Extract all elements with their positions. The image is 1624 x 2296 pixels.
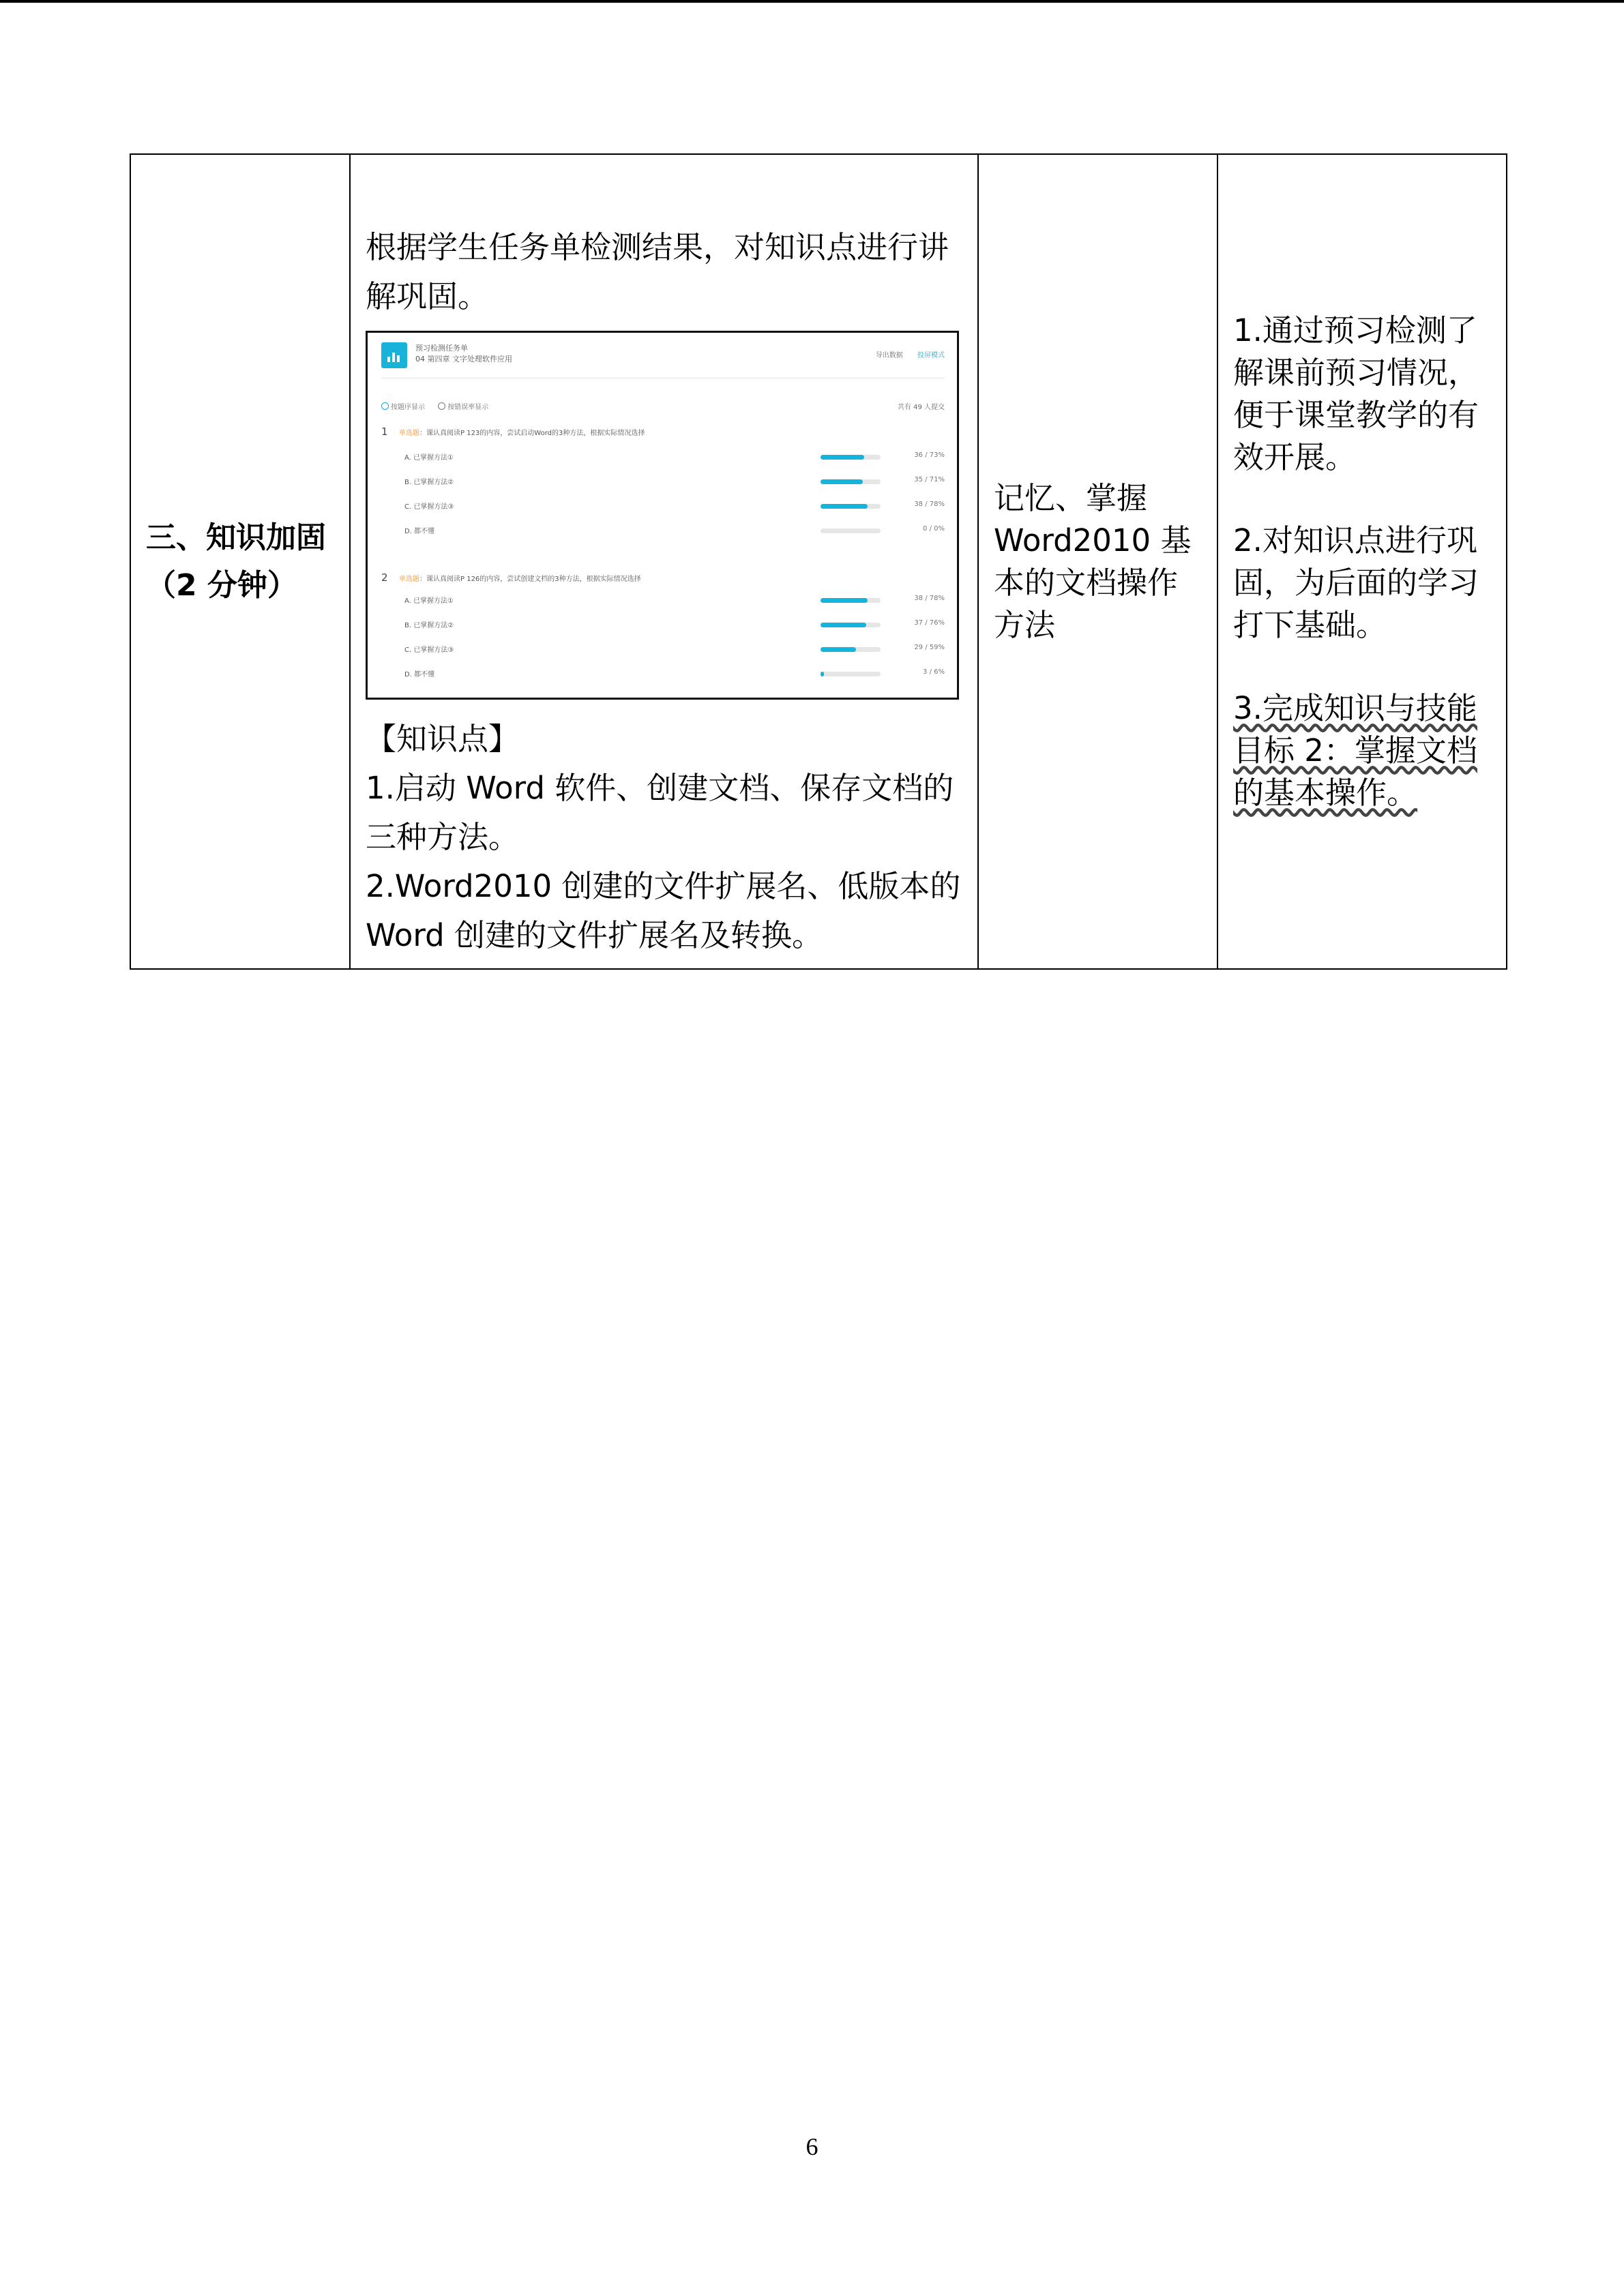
knowledge-point: 2.Word2010 创建的文件扩展名、低版本的 Word 创建的文件扩展名及转换。 (366, 868, 961, 953)
table-row (130, 154, 1507, 969)
progress-fill (821, 479, 863, 484)
progress-bar (821, 504, 881, 509)
progress-fill (821, 598, 868, 603)
bar-chart-icon (381, 342, 407, 368)
option-stat: 0 / 0% (923, 525, 945, 533)
option-stat: 29 / 59% (914, 644, 945, 651)
progress-bar (821, 623, 881, 627)
radio-checked-icon (381, 402, 389, 410)
screenshot-title-block (415, 343, 512, 365)
submitted-count: 共有 49 人提交 (897, 404, 945, 411)
progress-fill (821, 504, 868, 509)
option-label: A. 已掌握方法① (404, 597, 454, 605)
screenshot-course: 04 第四章 文字处理软件应用 (415, 355, 512, 363)
knowledge-point: 1.启动 Word 软件、创建文档、保存文档的三种方法。 (366, 770, 954, 855)
student-activity: 记忆、掌握 Word2010 基本的文档操作方法 (994, 479, 1192, 643)
screenshot-actions (876, 349, 945, 359)
lesson-plan-table (130, 153, 1507, 970)
option-label: C. 已掌握方法③ (404, 646, 454, 654)
design-intent-item: 3.完成知识与技能目标 2：掌握文档的基本操作。 (1233, 689, 1477, 811)
question-prompt: 课认真阅读P 126的内容，尝试创建文档的3种方法，根据实际情况选择 (426, 576, 641, 583)
progress-bar (821, 479, 881, 484)
activity-intro: 根据学生任务单检测结果，对知识点进行讲解巩固。 (366, 229, 949, 314)
option-row (404, 525, 945, 536)
progress-fill (821, 672, 824, 676)
design-intent-cell (1217, 154, 1507, 969)
segment-title: 三、知识加固（2 分钟） (146, 520, 326, 603)
task-sheet-screenshot (366, 331, 959, 700)
teaching-activity-cell (350, 154, 978, 969)
option-row (404, 501, 945, 511)
question-number: 1 (381, 426, 388, 438)
tab-by-error-rate: 按错误率显示 (447, 404, 489, 411)
export-data-link: 导出数据 (875, 352, 903, 359)
student-activity-cell (978, 154, 1217, 969)
tab-by-order: 按题序显示 (391, 404, 425, 411)
option-label: C. 已掌握方法③ (404, 503, 454, 511)
option-stat: 37 / 76% (914, 619, 945, 627)
progress-bar (821, 672, 881, 676)
page-number: 6 (806, 2133, 818, 2160)
progress-fill (821, 455, 864, 460)
progress-fill (821, 647, 856, 652)
design-intent-item: 2.对知识点进行巩固，为后面的学习打下基础。 (1233, 522, 1479, 643)
option-row (404, 451, 945, 462)
question-number: 2 (381, 571, 388, 584)
segment-title-cell (130, 154, 350, 969)
option-label: D. 都不懂 (404, 671, 435, 679)
screenshot-app-title: 预习检测任务单 (415, 344, 468, 353)
question-text: 单选题：课认真阅读P 126的内容，尝试创建文档的3种方法，根据实际情况选择 (399, 576, 641, 583)
option-label: B. 已掌握方法② (404, 479, 454, 486)
projection-mode-link: 投屏模式 (917, 352, 945, 359)
option-label: A. 已掌握方法① (404, 454, 454, 462)
progress-bar (821, 455, 881, 460)
screenshot-header (381, 342, 945, 370)
option-stat: 38 / 78% (914, 595, 945, 602)
option-stat: 3 / 6% (923, 668, 945, 676)
screenshot-tabs (381, 401, 945, 411)
design-intent-item: 1.通过预习检测了解课前预习情况，便于课堂教学的有效开展。 (1233, 312, 1479, 475)
question-tag: 单选题 (399, 576, 419, 583)
option-row (404, 619, 945, 630)
progress-bar (821, 598, 881, 603)
knowledge-heading: 【知识点】 (366, 721, 520, 757)
option-label: B. 已掌握方法② (404, 622, 454, 629)
question-tag: 单选题 (399, 430, 419, 437)
question-text: 单选题：课认真阅读P 123的内容，尝试启动Word的3种方法，根据实际情况选择 (399, 430, 645, 437)
progress-fill (821, 623, 866, 627)
option-label: D. 都不懂 (404, 528, 435, 535)
option-stat: 36 / 73% (914, 451, 945, 459)
option-row (404, 476, 945, 487)
progress-bar (821, 528, 881, 533)
radio-icon (438, 402, 445, 410)
option-stat: 35 / 71% (914, 476, 945, 483)
option-row (404, 668, 945, 679)
design-intent-list (1218, 310, 1506, 814)
option-row (404, 644, 945, 655)
option-stat: 38 / 78% (914, 501, 945, 508)
question-prompt: 课认真阅读P 123的内容，尝试启动Word的3种方法，根据实际情况选择 (426, 430, 645, 437)
top-border-rule (0, 0, 1624, 3)
option-row (404, 595, 945, 606)
progress-bar (821, 647, 881, 652)
